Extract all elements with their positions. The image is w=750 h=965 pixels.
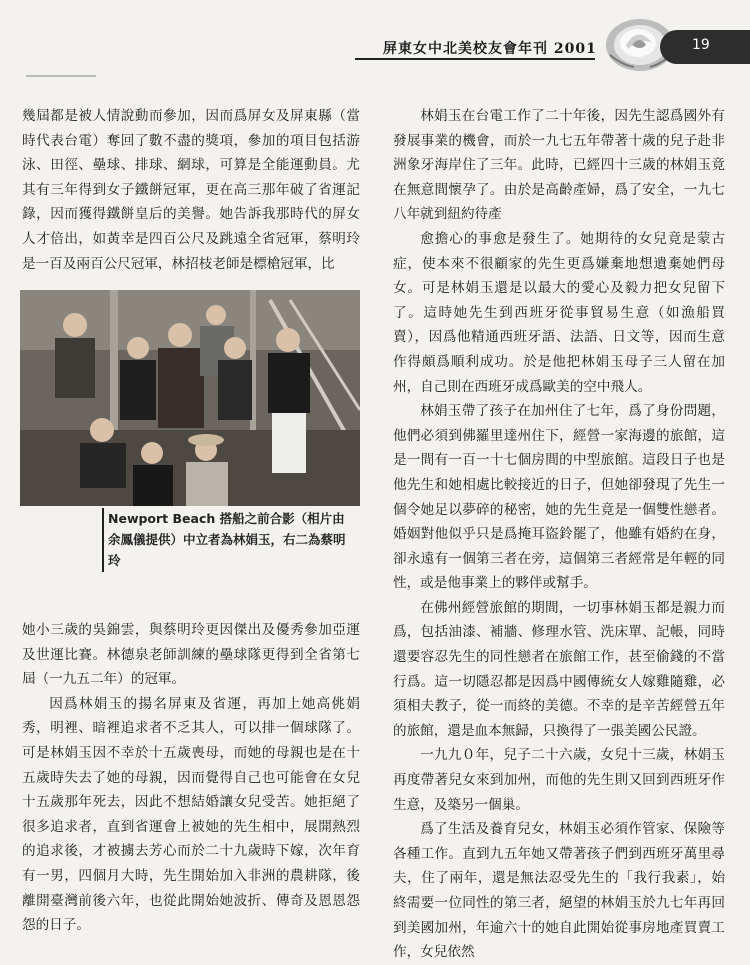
group-photo-illustration [20,290,360,506]
paragraph: 她小三歲的吳錦雲，與蔡明玲更因傑出及優秀參加亞運及世運比賽。林德泉老師訓練的壘球隊更得到全省第七屆（一九五二年）的冠軍。 [22,622,360,688]
page-number: 19 [692,37,710,53]
paragraph: 爲了生活及養育兒女，林娟玉必須作管家、保險等各種工作。直到九五年她又帶著孩子們到西班牙萬里尋夫，住了兩年，還是無法忍受先生的「我行我素」，始終需要一位同性的第三者，絕望的林娟玉於九七年再回到美國加州，年逾六十的她自此開始從事房地產買賣工作，女兒依然 [393,821,725,961]
paragraph: 愈擔心的事愈是發生了。她期待的女兒竟是蒙古症，使本來不很顧家的先生更爲嫌棄地想遺棄她們母女。可是林娟玉還是以最大的愛心及毅力把女兒留下了。這時她先生到西班牙從事貿易生意（如漁船買賣），因爲他精通西班牙語、法語、日文等，因而生意作得頗爲順利成功。於是他把林娟玉母子三人留在加州，自己則在西班牙成爲歐美的空中飛人。 [393,230,725,395]
paragraph: 在佛州經營旅館的期間，一切事林娟玉都是親力而爲，包括油漆、補牆、修理水管、洗床單、記帳，同時還要容忍先生的同性戀者在旅館工作，甚至偷錢的不當行爲。這一切隱忍都是因爲中國傳統女人嫁雞隨雞，必須相夫教子，從一而終的美德。不幸的是辛苦經營五年的旅館，還是血本無歸，只換得了一張美國公民證。 [393,599,725,739]
paragraph: 一九九０年，兒子二十六歲，女兒十三歲，林娟玉再度帶著兒女來到加州，而他的先生則又回到西班牙作生意，及築另一個巢。 [393,747,725,813]
paragraph: 林娟玉帶了孩子在加州住了七年，爲了身份問題，他們必須到佛羅里達州住下，經營一家海邊的旅館，這是一間有一百一十七個房間的中型旅館。這段日子也是他先生和她相處比較接近的日子，但她卻發現了先生一個令她足以夢碎的秘密，她的先生竟是一個雙性戀者。婚姻對他似乎只是爲掩耳盜鈴罷了，他雖有婚約在身，卻永遠有一個第三者在旁，這個第三者經常是年輕的同性，或是他事業上的夥伴或幫手。 [393,403,725,592]
photo-caption: Newport Beach 搭船之前合影（相片由余鳳儀提供）中立者為林娟玉，右二為蔡明玲 [108,511,346,568]
paragraph: 因爲林娟玉的揚名屏東及省運，再加上她高佻娟秀，明裡、暗裡追求者不乏其人，可以排一個球隊了。可是林娟玉因不幸於十五歲喪母，而她的母親也是在十五歲時失去了她的母親，因而覺得自己也可能會在女兒十五歲那年死去，因此不想結婚讓女兒受苦。她拒絕了很多追求者，直到省運會上被她的先生相中，展開熱烈的追求後，才被擄去芳心而於二十九歲時下嫁，次年育有一男，四個月大時，先生開始加入非洲的農耕隊，後離開臺灣前後六年，也從此開始她波折、傳奇及恩恩怨怨的日子。 [22,695,360,934]
paragraph: 幾屆都是被人情說動而參加，因而爲屏女及屏東縣（當時代表台電）奪回了數不盡的獎項，參加的項目包括游泳、田徑、壘球、排球、網球，可算是全能運動員。尤其有三年得到女子鐵餅冠軍，更在高三那年破了省運記錄，因而獲得鐵餅皇后的美譽。她告訴我那時代的屏女人才倍出，如黃幸是四百公尺及跳遠全省冠軍，蔡明玲是一百及兩百公尺冠軍，林招枝老師是標槍冠軍，比 [22,108,360,272]
paragraph: 林娟玉在台電工作了二十年後，因先生認爲國外有發展事業的機會，而於一九七五年帶著十歲的兒子赴非洲象牙海岸住了三年。此時，已經四十三歲的林娟玉竟在無意間懷孕了。由於是高齡產婦，爲了安全，一九七八年就到紐約待產 [393,108,725,223]
caption-rule [102,508,104,572]
left-column-bottom [22,618,360,938]
right-column [393,104,725,965]
header-title: 屏東女中北美校友會年刊 2001 [383,41,597,57]
group-photo [20,290,360,506]
left-column-top [22,104,360,276]
header-rule [355,58,595,60]
print-mark [26,75,96,77]
